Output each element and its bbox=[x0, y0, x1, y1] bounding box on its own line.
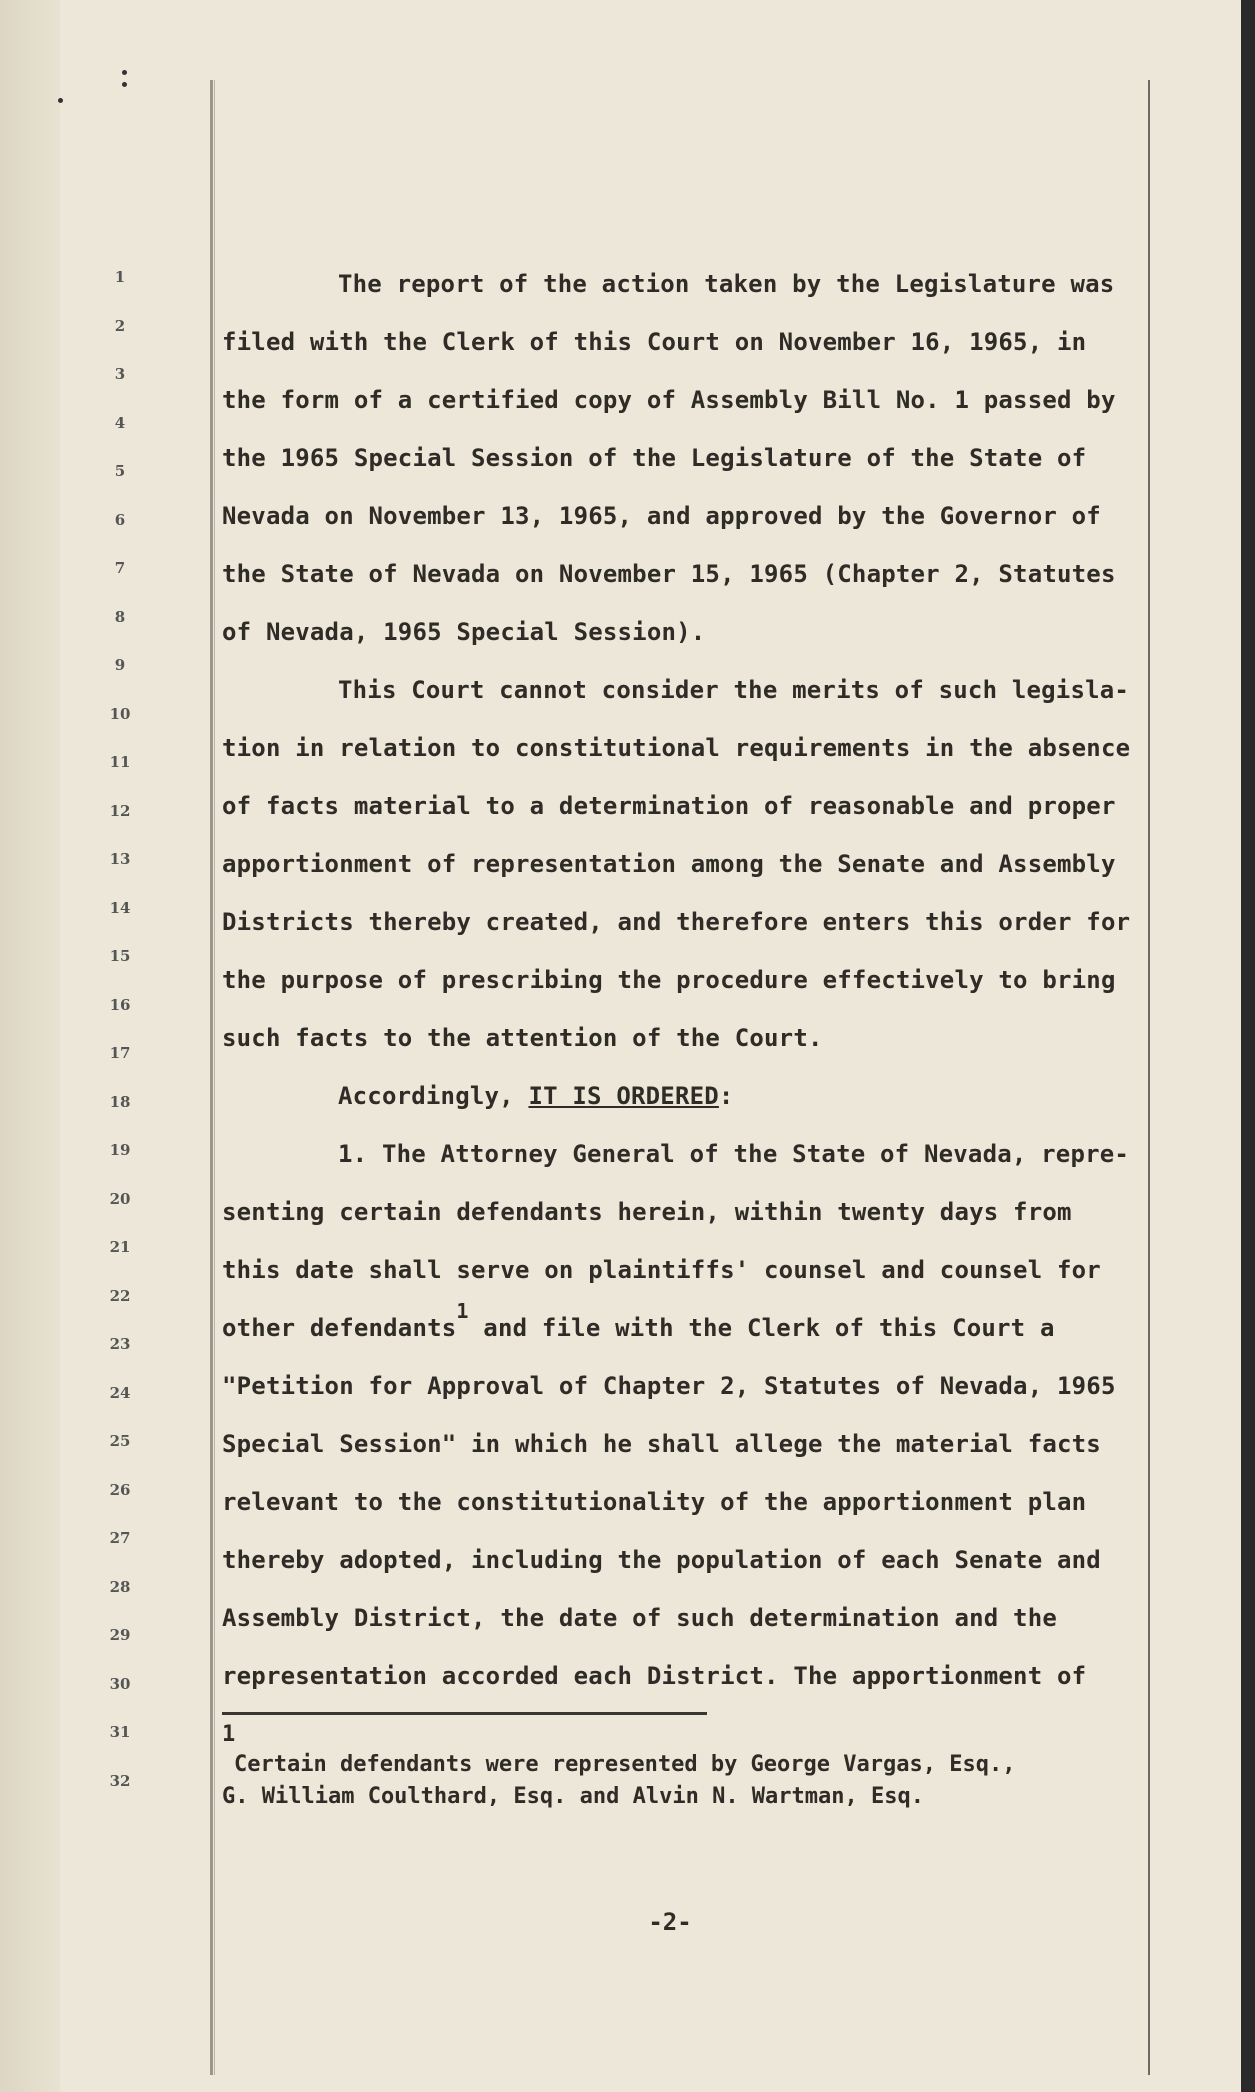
line-number: 22 bbox=[109, 1286, 131, 1305]
binding-mark bbox=[122, 82, 127, 87]
body-line: the form of a certified copy of Assembly Bill No. 1 passed by bbox=[222, 386, 1116, 414]
footnote-divider bbox=[222, 1712, 707, 1715]
line-number: 25 bbox=[109, 1432, 131, 1450]
body-line: tion in relation to constitutional requirements in the absence bbox=[222, 734, 1131, 762]
line-number: 9 bbox=[114, 656, 126, 674]
line-number: 31 bbox=[109, 1723, 131, 1741]
line-number: 6 bbox=[114, 510, 126, 529]
line-number: 19 bbox=[109, 1141, 131, 1159]
line-number: 24 bbox=[109, 1383, 131, 1402]
line-number: 23 bbox=[109, 1335, 131, 1353]
line-number: 7 bbox=[114, 559, 126, 577]
binding-mark bbox=[58, 98, 63, 103]
line-number: 15 bbox=[109, 947, 131, 965]
line-number: 5 bbox=[114, 462, 126, 480]
line-number: 30 bbox=[109, 1674, 131, 1693]
line-number: 8 bbox=[114, 607, 126, 626]
line-number: 11 bbox=[109, 753, 131, 771]
binding-mark bbox=[122, 70, 127, 75]
body-line: Assembly District, the date of such determination and the bbox=[222, 1604, 1058, 1632]
body-line: of Nevada, 1965 Special Session). bbox=[222, 618, 706, 646]
page-number: -2- bbox=[648, 1908, 692, 1936]
footnote-reference: 1 bbox=[456, 1299, 469, 1323]
footnoted-line bbox=[222, 1299, 1055, 1342]
body-line: of facts material to a determination of reasonable and proper bbox=[222, 792, 1116, 820]
line-number: 26 bbox=[109, 1480, 131, 1499]
body-line: "Petition for Approval of Chapter 2, Statutes of Nevada, 1965 bbox=[222, 1372, 1116, 1400]
ordered-phrase: IT IS ORDERED bbox=[528, 1082, 719, 1110]
body-line: the State of Nevada on November 15, 1965 (Chapter 2, Statutes bbox=[222, 560, 1116, 588]
ordered-line bbox=[338, 1082, 734, 1110]
line-number: 3 bbox=[114, 365, 126, 383]
line-number: 28 bbox=[109, 1577, 131, 1596]
line-number: 4 bbox=[114, 413, 126, 432]
line-number: 12 bbox=[109, 801, 131, 820]
line-number: 13 bbox=[109, 850, 131, 868]
line-number: 18 bbox=[109, 1092, 131, 1111]
body-line: the purpose of prescribing the procedure effectively to bring bbox=[222, 966, 1116, 994]
line-number: 20 bbox=[109, 1189, 131, 1208]
page-margin-shadow bbox=[0, 0, 60, 2092]
line-number: 14 bbox=[109, 898, 131, 917]
body-line: such facts to the attention of the Court. bbox=[222, 1024, 823, 1052]
body-line: Districts thereby created, and therefore enters this order for bbox=[222, 908, 1131, 936]
left-margin-rule bbox=[210, 80, 213, 2075]
body-line: senting certain defendants herein, within twenty days from bbox=[222, 1198, 1072, 1226]
left-margin-rule-inner bbox=[214, 80, 215, 2075]
footnoted-tail: and file with the Clerk of this Court a bbox=[468, 1314, 1055, 1342]
body-line: this date shall serve on plaintiffs' counsel and counsel for bbox=[222, 1256, 1101, 1284]
body-line: thereby adopted, including the population of each Senate and bbox=[222, 1546, 1101, 1574]
line-number: 17 bbox=[109, 1044, 131, 1062]
ordered-lead: Accordingly, bbox=[338, 1082, 529, 1110]
body-line: Special Session" in which he shall allege the material facts bbox=[222, 1430, 1101, 1458]
line-number: 27 bbox=[109, 1529, 131, 1547]
footnote-marker: 1 bbox=[222, 1722, 236, 1747]
line-number: 16 bbox=[109, 995, 131, 1014]
footnoted-lead: other defendants bbox=[222, 1314, 457, 1342]
body-line: The report of the action taken by the Legislature was bbox=[338, 270, 1115, 298]
line-number: 1 bbox=[114, 268, 126, 286]
footnote-line: G. William Coulthard, Esq. and Alvin N. Wartman, Esq. bbox=[222, 1784, 924, 1809]
line-number: 32 bbox=[109, 1771, 131, 1790]
right-margin-rule bbox=[1148, 80, 1150, 2075]
line-number: 29 bbox=[109, 1626, 131, 1644]
line-number: 10 bbox=[109, 704, 131, 723]
body-line: apportionment of representation among the Senate and Assembly bbox=[222, 850, 1116, 878]
line-number: 2 bbox=[114, 316, 126, 335]
body-line: 1. The Attorney General of the State of Nevada, repre- bbox=[338, 1140, 1130, 1168]
body-line: the 1965 Special Session of the Legislature of the State of bbox=[222, 444, 1087, 472]
ordered-colon: : bbox=[718, 1082, 734, 1110]
line-number: 21 bbox=[109, 1238, 131, 1256]
body-line: filed with the Clerk of this Court on November 16, 1965, in bbox=[222, 328, 1087, 356]
body-line: Nevada on November 13, 1965, and approved by the Governor of bbox=[222, 502, 1101, 530]
body-line: This Court cannot consider the merits of such legisla- bbox=[338, 676, 1130, 704]
body-line: representation accorded each District. The apportionment of bbox=[222, 1662, 1087, 1690]
scan-edge bbox=[1241, 0, 1255, 2092]
body-line: relevant to the constitutionality of the apportionment plan bbox=[222, 1488, 1087, 1516]
footnote-line: Certain defendants were represented by George Vargas, Esq., bbox=[234, 1752, 1016, 1777]
